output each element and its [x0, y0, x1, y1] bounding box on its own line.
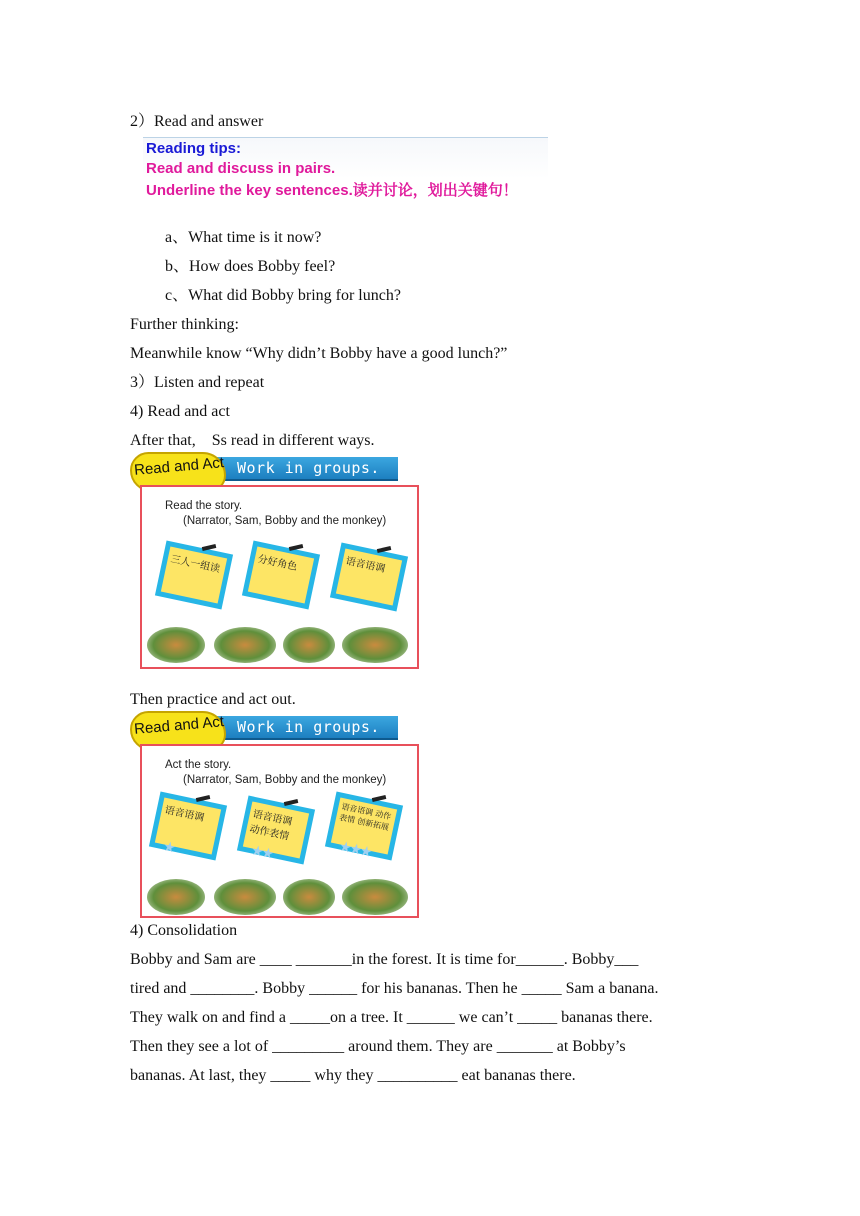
- task-card-text: 语音语调: [155, 797, 221, 854]
- slide-title: [165, 499, 386, 529]
- then-practice-text: Then practice and act out.: [130, 691, 296, 708]
- pin-icon: [202, 544, 217, 551]
- consolidation-line-1: Bobby and Sam are ____ _______in the forest. It is time for______. Bobby___: [130, 951, 639, 968]
- story-picture: [283, 879, 335, 915]
- slide-frame: [140, 485, 419, 669]
- consolidation-line-2: tired and ________. Bobby ______ for his bananas. Then he _____ Sam a banana.: [130, 980, 659, 997]
- after-that-text: After that, Ss read in different ways.: [130, 432, 375, 449]
- task-card-text: 三人一组读: [161, 546, 227, 603]
- star-icon: ★★★: [337, 839, 372, 861]
- reading-tips-line1: Read and discuss in pairs.: [146, 160, 336, 177]
- story-picture: [342, 627, 408, 663]
- slide-frame: [140, 744, 419, 918]
- task-card-text: 语音语调 动作表情 创新拓展: [331, 797, 397, 854]
- task-card-text: 语音语调: [336, 548, 402, 605]
- slide-title-line1: Read the story.: [165, 500, 243, 512]
- banner-text: Work in groups.: [237, 459, 380, 477]
- slide-title-line2: (Narrator, Sam, Bobby and the monkey): [183, 774, 387, 786]
- star-icon: ★: [161, 839, 176, 857]
- section-heading-consolidation: 4) Consolidation: [130, 922, 238, 939]
- pin-icon: [196, 795, 211, 802]
- story-picture: [147, 879, 205, 915]
- reading-tips-box: [143, 137, 548, 206]
- section-heading-read-act: 4) Read and act: [130, 403, 230, 420]
- banner-text: Work in groups.: [237, 718, 380, 736]
- task-card-text: 语音语调 动作表情: [243, 801, 309, 858]
- slide-title-line2: (Narrator, Sam, Bobby and the monkey): [183, 515, 387, 527]
- section-heading-listen-repeat: 3）Listen and repeat: [130, 374, 265, 391]
- task-card: [149, 792, 227, 861]
- task-card: [242, 541, 320, 610]
- consolidation-line-5: bananas. At last, they _____ why they __________ eat bananas there.: [130, 1067, 576, 1084]
- question-a: a、What time is it now?: [165, 229, 322, 246]
- slide-title-line1: Act the story.: [165, 759, 232, 771]
- question-b: b、How does Bobby feel?: [165, 258, 336, 275]
- task-card: [155, 541, 233, 610]
- further-thinking-label: Further thinking:: [130, 316, 239, 333]
- consolidation-line-4: Then they see a lot of _________ around them. They are _______ at Bobby’s: [130, 1038, 626, 1055]
- task-card-text: 分好角色: [248, 546, 314, 603]
- pin-icon: [289, 544, 304, 551]
- cloud-label: Read and Act: [133, 454, 225, 479]
- pin-icon: [284, 799, 299, 806]
- meanwhile-text: Meanwhile know “Why didn’t Bobby have a good lunch?”: [130, 345, 508, 362]
- task-card: [237, 796, 315, 865]
- task-card: [330, 543, 408, 612]
- pin-icon: [377, 546, 392, 553]
- story-picture: [342, 879, 408, 915]
- task-card: [325, 792, 403, 861]
- slide-image-act-story: [130, 711, 420, 919]
- pin-icon: [372, 795, 387, 802]
- question-c: c、What did Bobby bring for lunch?: [165, 287, 401, 304]
- slide-title: [165, 758, 386, 788]
- consolidation-line-3: They walk on and find a _____on a tree. It ______ we can’t _____ bananas there.: [130, 1009, 653, 1026]
- star-icon: ★★: [249, 843, 274, 863]
- story-picture: [147, 627, 205, 663]
- cloud-label: Read and Act: [133, 713, 225, 738]
- reading-tips-line2: Underline the key sentences.读并讨论，划出关键句！: [146, 182, 518, 199]
- slide-image-read-story: [130, 452, 420, 672]
- story-picture: [214, 627, 276, 663]
- story-picture: [214, 879, 276, 915]
- reading-tips-title: Reading tips:: [146, 140, 242, 157]
- section-heading-read-answer: 2）Read and answer: [130, 113, 264, 130]
- story-picture: [283, 627, 335, 663]
